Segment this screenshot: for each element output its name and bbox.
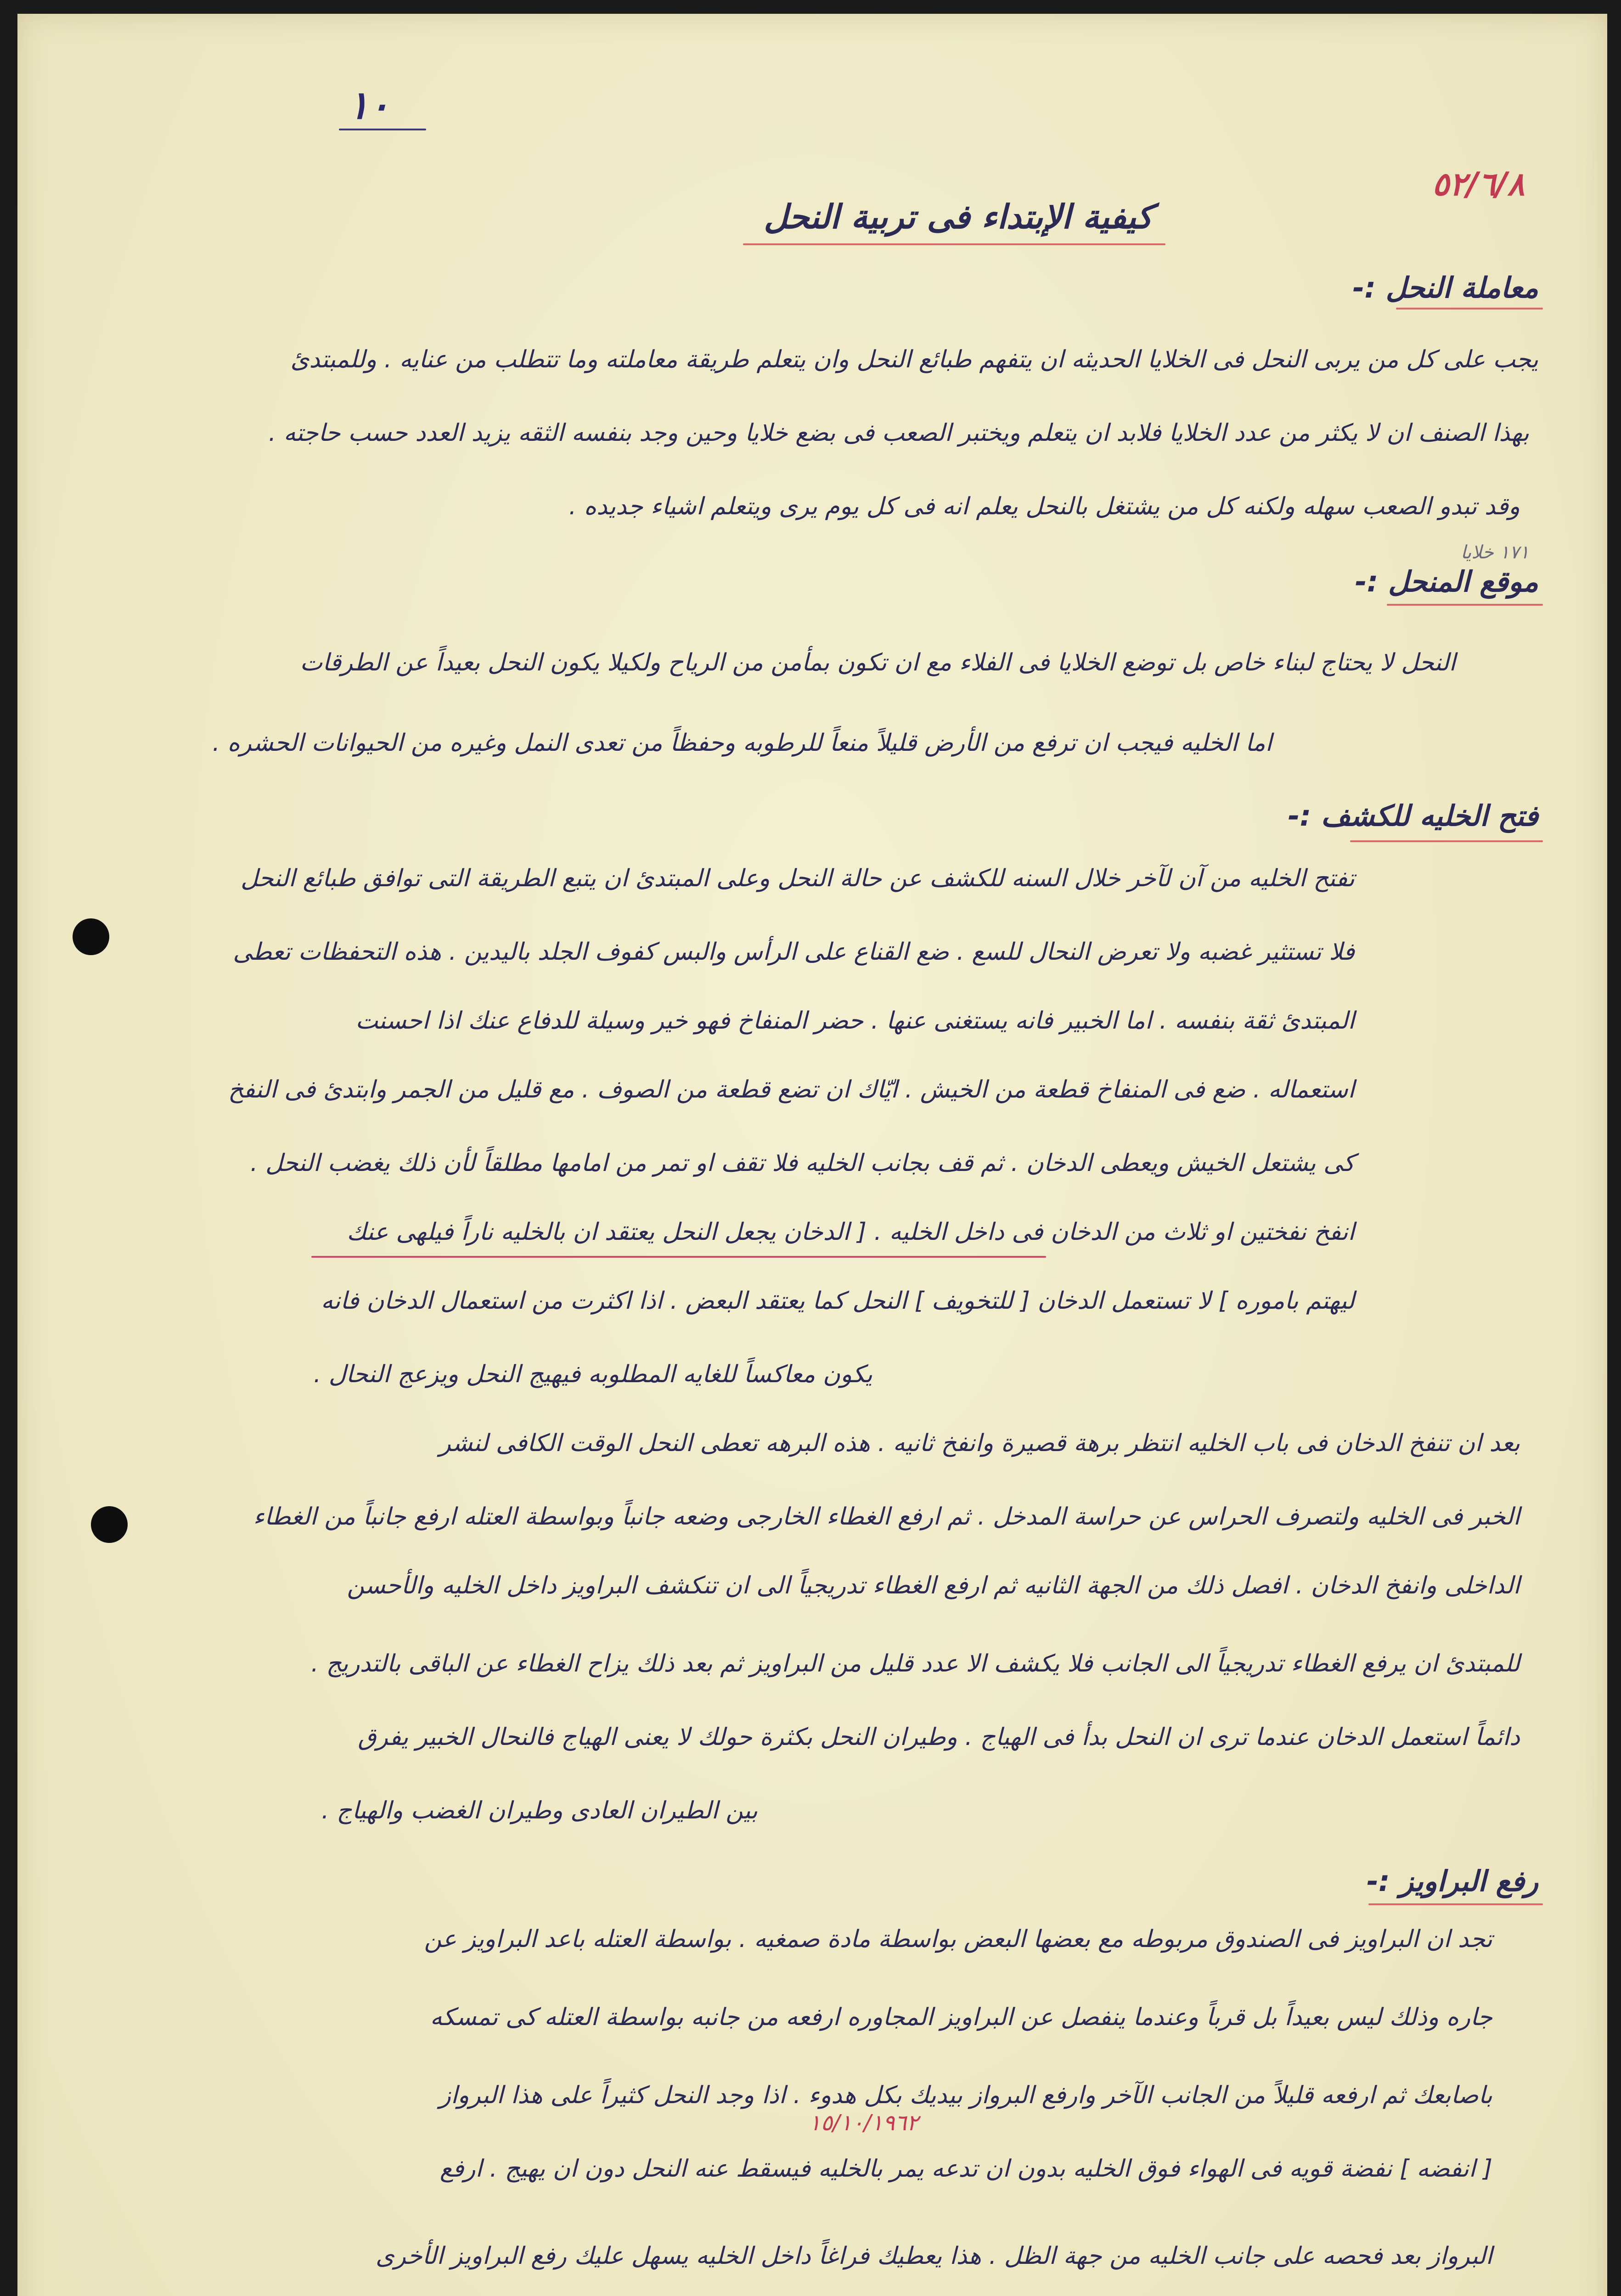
page-title: كيفية الإبتداء فى تربية النحل [764,197,1153,236]
section-line: بعد ان تنفخ الدخان فى باب الخليه انتظر برهة قصيرة وانفخ ثانيه . هذه البرهه تعطى النحل الوقت الكافى لنشر [439,1429,1520,1457]
section-line: فلا تستثير غضبه ولا تعرض النحال للسع . ضع القناع على الرأس والبس كفوف الجلد باليدين . هذه التحفظات تعطى [233,938,1355,966]
section-line: تفتح الخليه من آن لآخر خلال السنه للكشف عن حالة النحل وعلى المبتدئ ان يتبع الطريقة التى توافق طبائع النحل [241,865,1355,892]
section-heading-handling: معاملة النحل :- [1352,271,1538,304]
section-line: كى يشتعل الخيش ويعطى الدخان . ثم قف بجانب الخليه فلا تقف او تمر من امامها مطلقاً لأن ذلك يغضب النحل . [250,1149,1355,1177]
title-underline [743,243,1165,245]
section-line: تجد ان البراويز فى الصندوق مربوطه مع بعضها البعض بواسطة مادة صمغيه . بواسطة العتله باعد البراويز عن [424,1925,1492,1953]
section-line: الخبر فى الخليه ولتصرف الحراس عن حراسة المدخل . ثم ارفع الغطاء الخارجى وضعه جانباً وبواسطة العتله ارفع جانباً من الغطاء [253,1503,1520,1531]
date-annotation: ٥٢/٦/٨ [1432,165,1525,203]
document-page [17,14,1607,2296]
emphasis-underline [311,1256,1046,1258]
section-line: ليهتم باموره ] لا تستعمل الدخان [ للتخويف ] النحل كما يعتقد البعض . اذا اكثرت من استعمال الدخان فانه [321,1287,1355,1315]
punch-hole-bottom [91,1506,128,1543]
section-line: للمبتدئ ان يرفع الغطاء تدريجياً الى الجانب فلا يكشف الا عدد قليل من البراويز ثم بعد ذلك يزاح الغطاء عن الباقى بالتدريج . [311,1650,1520,1677]
section-line: باصابعك ثم ارفعه قليلاً من الجانب الآخر وارفع البرواز بيديك بكل هدوء . اذا وجد النحل كثيراً على هذا البرواز [439,2082,1492,2109]
section-underline-handling [1396,308,1543,310]
section-line: بهذا الصنف ان لا يكثر من عدد الخلايا فلابد ان يتعلم ويختبر الصعب فى بضع خلايا وحين وجد بنفسه الثقه يزيد العدد حسب حاجته . [268,419,1529,447]
section-line: الداخلى وانفخ الدخان . افصل ذلك من الجهة الثانيه ثم ارفع الغطاء تدريجياً الى ان تنكشف البراويز داخل الخليه والأحسن [347,1572,1520,1599]
section-line: [ انفضه ] نفضة قويه فى الهواء فوق الخليه بدون ان تدعه يمر بالخليه فيسقط عنه النحل دون ان يهيج . ارفع [439,2155,1492,2183]
section-underline-lift-frames [1368,1903,1543,1905]
section-heading-lift-frames: رفع البراويز :- [1367,1864,1538,1898]
section-line: اما الخليه فيجب ان ترفع من الأرض قليلاً منعاً للرطوبه وحفظاً من تعدى النمل وغيره من الحيوانات الحشره . [212,729,1272,757]
section-line: يكون معاكساً للغايه المطلوبه فيهيج النحل ويزعج النحال . [313,1361,872,1388]
margin-note-hive: ١٧١ خلايا [1460,542,1529,563]
page-number-underline [339,129,426,130]
section-line: جاره وذلك ليس بعيداً بل قرباً وعندما ينفصل عن البراويز المجاوره ارفعه من جانبه بواسطة العتله كى تمسكه [430,2003,1492,2031]
section-line: استعماله . ضع فى المنفاخ قطعة من الخيش . ايّاك ان تضع قطعة من الصوف . مع قليل من الجمر وابتدئ فى النفخ [228,1076,1355,1103]
section-line: بين الطيران العادى وطيران الغضب والهياج . [321,1797,758,1824]
punch-hole-top [73,918,109,955]
red-annotation-date: ١٥/١٠/١٩٦٢ [809,2110,918,2136]
section-heading-open-hive: فتح الخليه للكشف :- [1288,799,1538,833]
section-underline-open-hive [1350,840,1543,842]
section-heading-apiary-site: موقع المنحل :- [1355,565,1538,598]
section-line: دائماً استعمل الدخان عندما ترى ان النحل بدأ فى الهياج . وطيران النحل بكثرة حولك لا يعنى الهياج فالنحال الخبير يفرق [358,1723,1520,1751]
section-underline-apiary-site [1387,604,1543,606]
section-line: يجب على كل من يربى النحل فى الخلايا الحديثه ان يتفهم طبائع النحل وان يتعلم طريقة معاملته وما تتطلب من عنايه . وللمبتدئ [290,346,1538,373]
section-line: انفخ نفختين او ثلاث من الدخان فى داخل الخليه . [ الدخان يجعل النحل يعتقد ان بالخليه ناراً فيلهى عنك [347,1218,1355,1246]
section-line: المبتدئ ثقة بنفسه . اما الخبير فانه يستغنى عنها . حضر المنفاخ فهو خير وسيلة للدفاع عنك اذا احسنت [355,1007,1355,1035]
page-number: ١٠ [348,83,390,128]
section-line: البرواز بعد فحصه على جانب الخليه من جهة الظل . هذا يعطيك فراغاً داخل الخليه يسهل عليك رفع البراويز الأخرى [375,2242,1492,2270]
section-line: وقد تبدو الصعب سهله ولكنه كل من يشتغل بالنحل يعلم انه فى كل يوم يرى ويتعلم اشياء جديده . [568,493,1520,520]
section-line: النحل لا يحتاج لبناء خاص بل توضع الخلايا فى الفلاء مع ان تكون بمأمن من الرياح ولكيلا يكون النحل بعيداً عن الطرقات [300,649,1456,676]
